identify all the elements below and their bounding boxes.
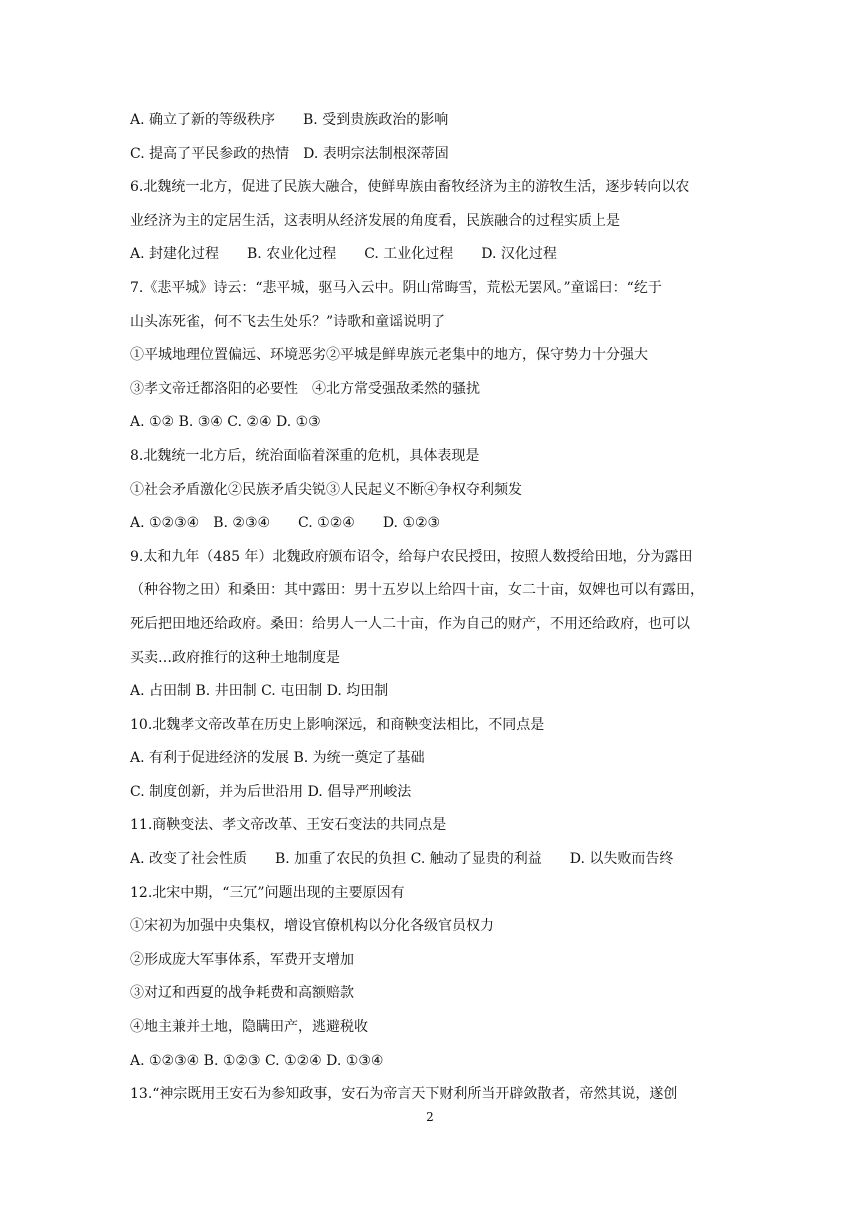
- page-number: 2: [426, 1110, 434, 1124]
- text-line: ①宋初为加强中央集权，增设官僚机构以分化各级官员权力: [130, 918, 494, 935]
- text-line: 山头冻死雀，何不飞去生处乐？”诗歌和童谣说明了: [130, 313, 446, 330]
- text-line: ①平城地理位置偏远、环境恶劣②平城是鲜卑族元老集中的地方，保守势力十分强大: [130, 347, 648, 364]
- text-line: 11.商鞅变法、孝文帝改革、王安石变法的共同点是: [130, 817, 447, 834]
- text-line: 6.北魏统一北方，促进了民族大融合，使鲜卑族由畜牧经济为主的游牧生活，逐步转向以农: [130, 179, 690, 196]
- text-line: A. 改变了社会性质 B. 加重了农民的负担 C. 触动了显贵的利益 D. 以失败而告终: [130, 851, 674, 868]
- text-line: ③孝文帝迁都洛阳的必要性 ④北方常受强敌柔然的骚扰: [130, 380, 480, 397]
- text-line: A. 占田制 B. 井田制 C. 屯田制 D. 均田制: [130, 683, 389, 700]
- text-line: A. ①②③④ B. ①②③ C. ①②④ D. ①③④: [130, 1052, 384, 1069]
- text-line: A. 确立了新的等级秩序 B. 受到贵族政治的影响: [130, 112, 449, 128]
- document-body: [130, 104, 740, 1112]
- text-line: ①社会矛盾激化②民族矛盾尖锐③人民起义不断④争权夺利频发: [130, 481, 522, 498]
- text-line: A. ①②③④ B. ②③④ C. ①②④ D. ①②③: [130, 515, 441, 532]
- text-line: ③对辽和西夏的战争耗费和高额赔款: [130, 985, 354, 1002]
- text-line: 10.北魏孝文帝改革在历史上影响深远，和商鞅变法相比，不同点是: [130, 716, 545, 733]
- text-line: 死后把田地还给政府。桑田：给男人一人二十亩，作为自己的财产，不用还给政府，也可以: [130, 615, 690, 632]
- text-line: 8.北魏统一北方后，统治面临着深重的危机，具体表现是: [130, 447, 480, 464]
- text-line: 业经济为主的定居生活，这表明从经济发展的角度看，民族融合的过程实质上是: [130, 212, 620, 229]
- text-line: ④地主兼并土地，隐瞒田产，逃避税收: [130, 1019, 368, 1036]
- text-line: 买卖…政府推行的这种土地制度是: [130, 649, 340, 666]
- text-line: （种谷物之田）和桑田：其中露田：男十五岁以上给四十亩，女二十亩，奴婢也可以有露田，: [130, 582, 704, 599]
- text-line: C. 制度创新，并为后世沿用 D. 倡导严刑峻法: [130, 783, 412, 800]
- text-line: A. 有利于促进经济的发展 B. 为统一奠定了基础: [130, 750, 425, 767]
- text-line: A. 封建化过程 B. 农业化过程 C. 工业化过程 D. 汉化过程: [130, 246, 557, 263]
- text-line: ②形成庞大军事体系，军费开支增加: [130, 951, 354, 968]
- text-line: C. 提高了平民参政的热情 D. 表明宗法制根深蒂固: [130, 145, 449, 162]
- text-line: 12.北宋中期，“三冗”问题出现的主要原因有: [130, 884, 405, 901]
- text-line: 7.《悲平城》诗云：“悲平城，驱马入云中。阴山常晦雪，荒松无罢风。”童谣曰：“纥于: [130, 279, 662, 296]
- text-line: 9.太和九年（485 年）北魏政府颁布诏令，给每户农民授田，按照人数授给田地，分为露田: [130, 548, 693, 565]
- text-line: 13.“神宗既用王安石为参知政事，安石为帝言天下财利所当开辟敛散者，帝然其说，遂创: [130, 1086, 678, 1103]
- text-line: A. ①② B. ③④ C. ②④ D. ①③: [130, 414, 321, 431]
